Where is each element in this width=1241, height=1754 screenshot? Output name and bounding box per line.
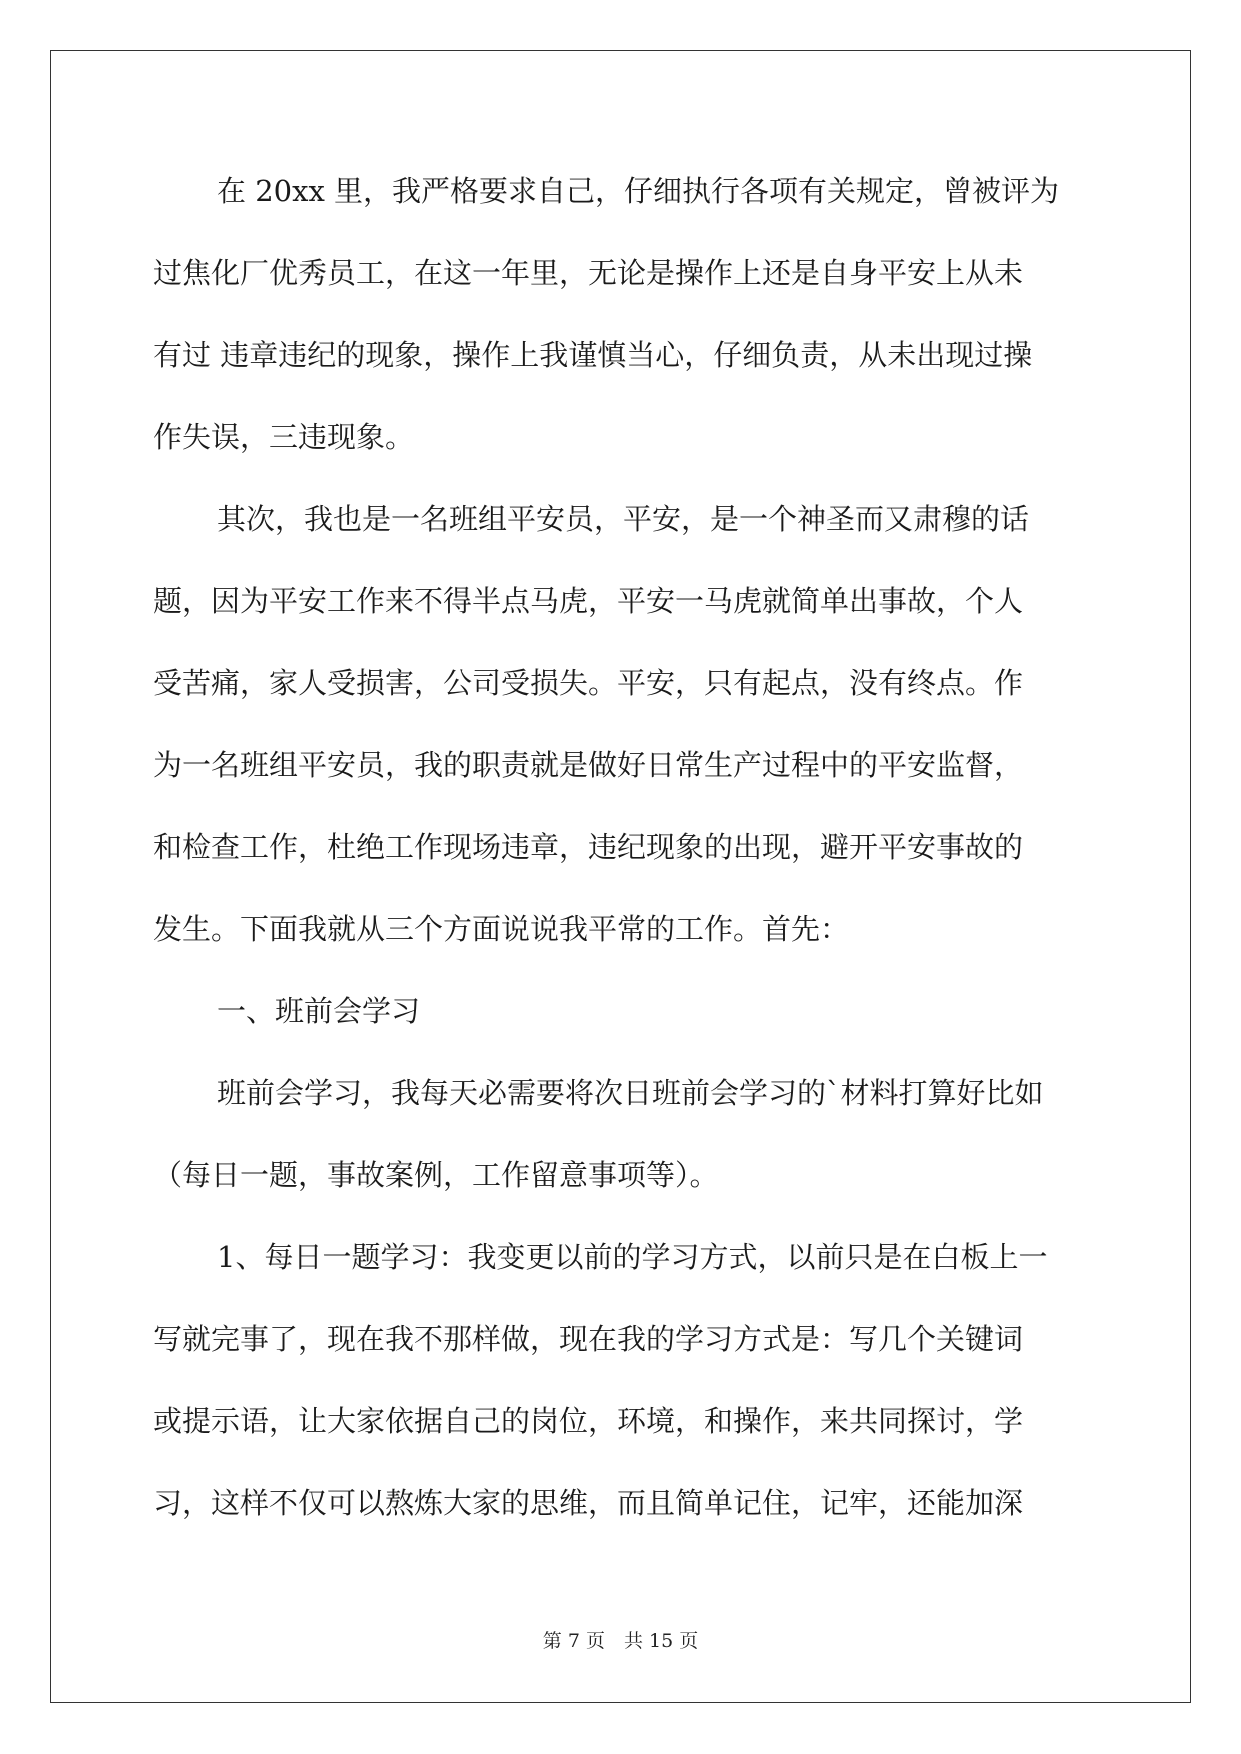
- text-line: 习，这样不仅可以熬炼大家的思维，而且简单记住，记牢，还能加深: [153, 1486, 1024, 1520]
- text-line: 作失误，三违现象。: [153, 420, 415, 454]
- text-line: 受苦痛，家人受损害，公司受损失。平安，只有起点，没有终点。作: [153, 666, 1024, 700]
- text-line: 班前会学习，我每天必需要将次日班前会学习的`材料打算好比如: [217, 1076, 1044, 1110]
- page-number-footer: 第 7 页 共 15 页: [542, 1630, 699, 1652]
- text-line: （每日一题，事故案例，工作留意事项等）。: [153, 1158, 719, 1192]
- text-line: 或提示语，让大家依据自己的岗位，环境，和操作，来共同探讨，学: [153, 1404, 1024, 1438]
- text-line: 有过 违章违纪的现象，操作上我谨慎当心，仔细负责，从未出现过操: [153, 338, 1033, 372]
- text-line: 题，因为平安工作来不得半点马虎，平安一马虎就简单出事故，个人: [153, 584, 1024, 618]
- section-heading: 一、班前会学习: [217, 994, 421, 1028]
- text-line: 在 20xx 里，我严格要求自己，仔细执行各项有关规定，曾被评为: [217, 174, 1060, 208]
- text-line: 为一名班组平安员，我的职责就是做好日常生产过程中的平安监督，: [153, 748, 1024, 782]
- text-line: 过焦化厂优秀员工，在这一年里，无论是操作上还是自身平安上从未: [153, 256, 1024, 290]
- text-line: 1、每日一题学习：我变更以前的学习方式，以前只是在白板上一: [217, 1240, 1048, 1274]
- text-line: 写就完事了，现在我不那样做，现在我的学习方式是：写几个关键词: [153, 1322, 1024, 1356]
- document-body: [153, 165, 1091, 1559]
- text-line: 其次，我也是一名班组平安员，平安，是一个神圣而又肃穆的话: [217, 502, 1030, 536]
- text-line: 发生。下面我就从三个方面说说我平常的工作。首先：: [153, 912, 850, 946]
- text-line: 和检查工作，杜绝工作现场违章，违纪现象的出现，避开平安事故的: [153, 830, 1024, 864]
